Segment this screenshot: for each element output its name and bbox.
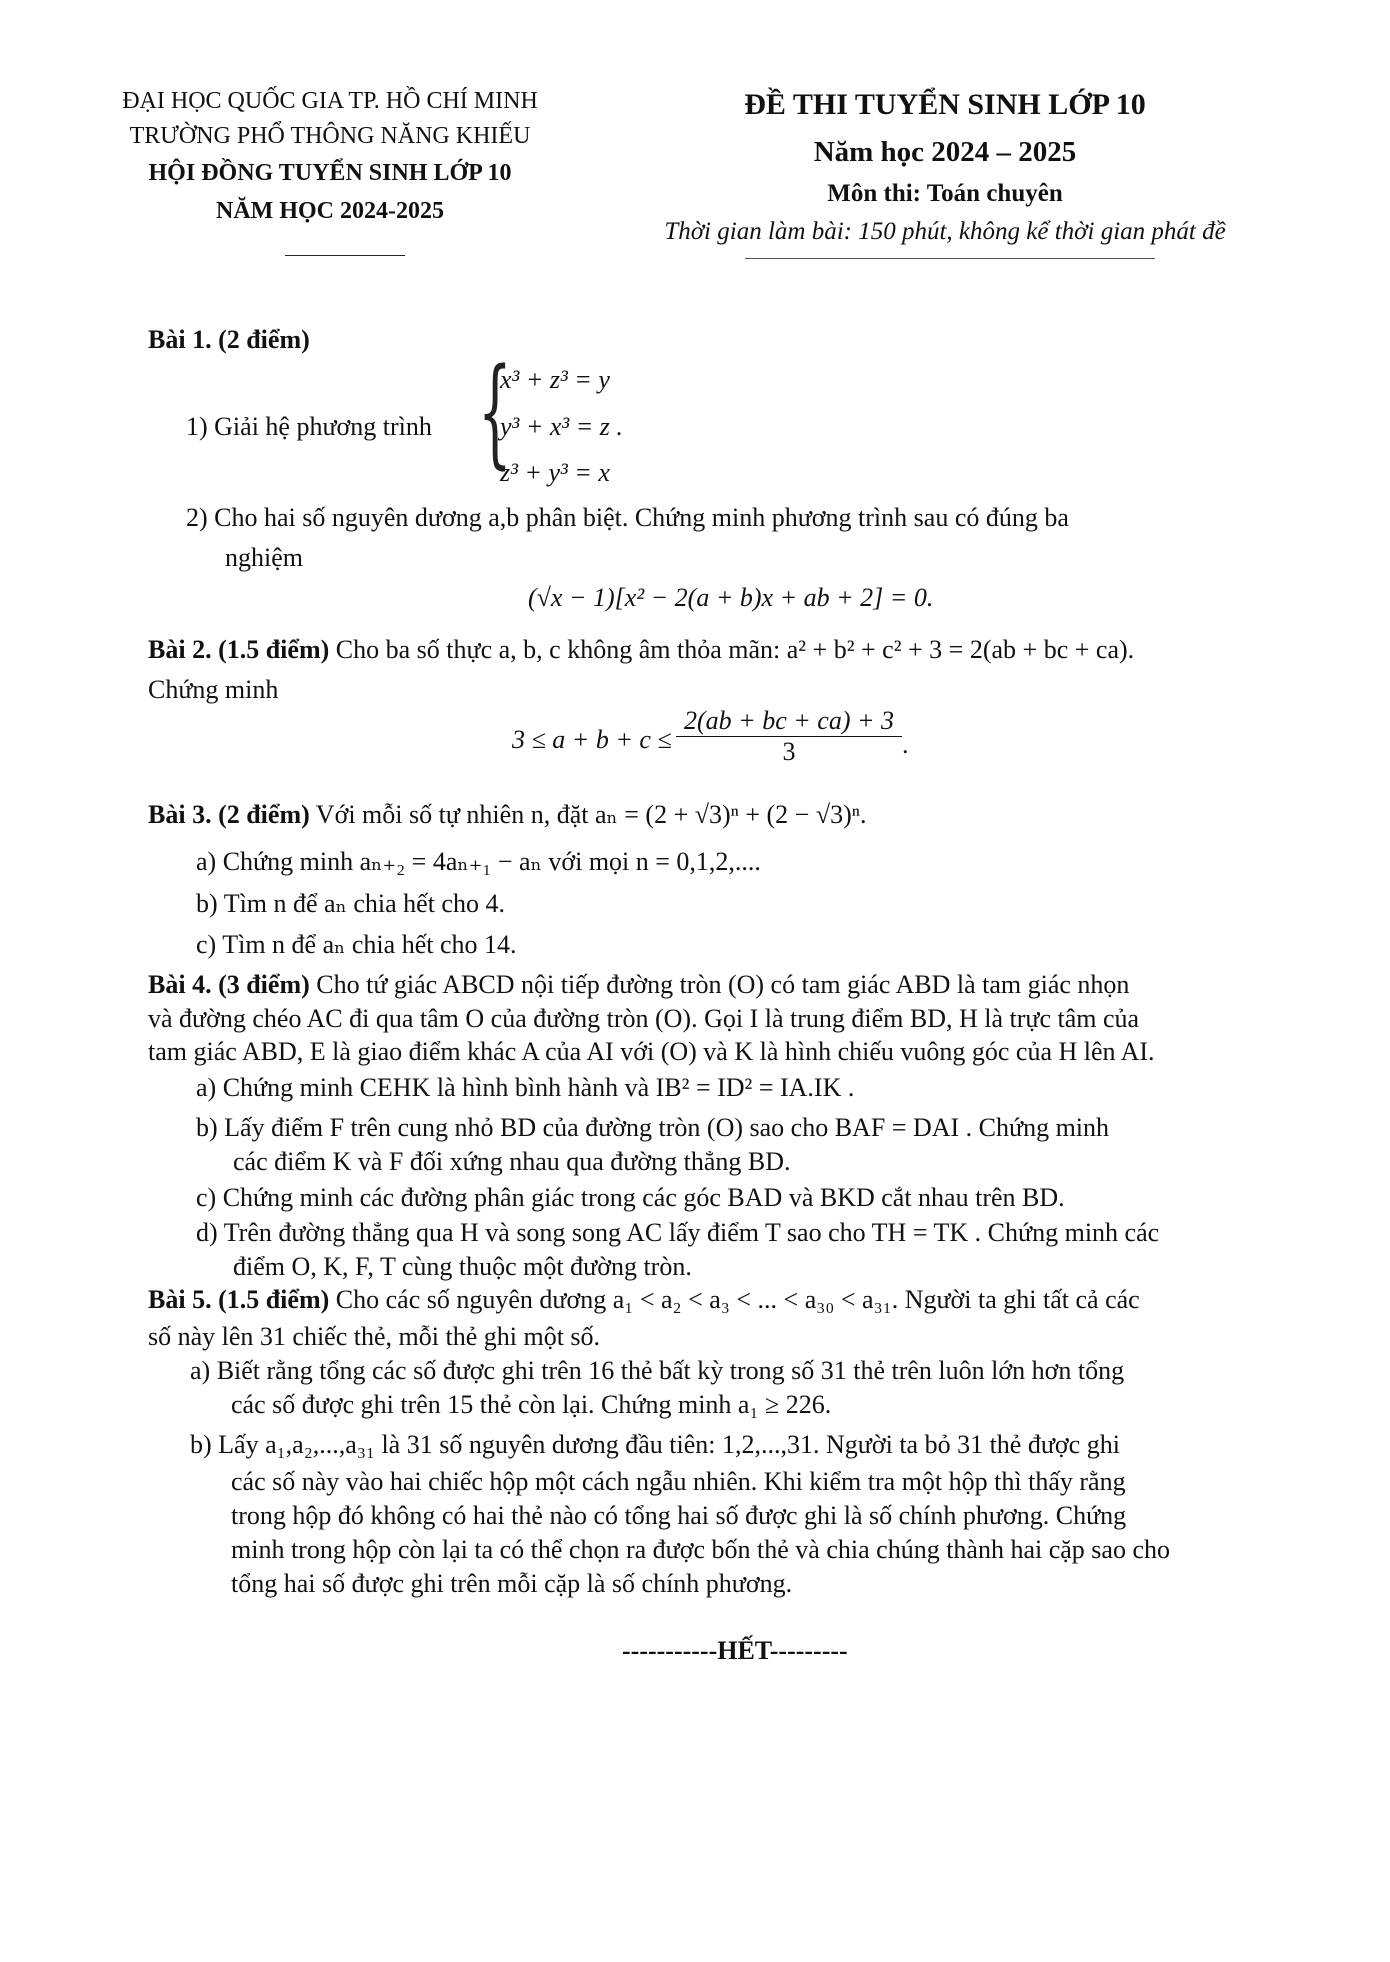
- bai5-part-b5: tổng hai số được ghi trên mỗi cặp là số chính phương.: [231, 1569, 793, 1598]
- bai1-eq1: x³ + z³ = y: [500, 365, 610, 394]
- bai4-part-d1: d) Trên đường thẳng qua H và song song AC lấy điểm T sao cho TH = TK . Chứng minh các: [196, 1218, 1160, 1247]
- bai4-part-a: a) Chứng minh CEHK là hình bình hành và IB² = ID² = IA.IK .: [196, 1073, 855, 1102]
- bai3-part-b: b) Tìm n để aₙ chia hết cho 4.: [196, 889, 505, 918]
- bai4-part-b2: các điểm K và F đối xứng nhau qua đường thẳng BD.: [233, 1147, 791, 1176]
- bai5-part-b4: minh trong hộp còn lại ta có thể chọn ra được bốn thẻ và chia chúng thành hai cặp sao cho: [231, 1535, 1170, 1564]
- school-year-left: NĂM HỌC 2024-2025: [216, 198, 444, 224]
- exam-year: Năm học 2024 – 2025: [813, 136, 1077, 168]
- bai2-frac: [676, 706, 902, 767]
- bai5-part-b2: các số này vào hai chiếc hộp một cách ngẫu nhiên. Khi kiểm tra một hộp thì thấy rằng: [231, 1467, 1126, 1496]
- bai1-part2-line1: 2) Cho hai số nguyên dương a,b phân biệt. Chứng minh phương trình sau có đúng ba: [186, 503, 1069, 532]
- bai4-text: Cho tứ giác ABCD nội tiếp đường tròn (O) có tam giác ABD là tam giác nhọn: [316, 970, 1130, 999]
- bai3-part-c: c) Tìm n để aₙ chia hết cho 14.: [196, 930, 517, 959]
- header-left-underline: [285, 255, 405, 256]
- bai2-line1: [148, 635, 1134, 665]
- bai1-equation: (√x − 1)[x² − 2(a + b)x + ab + 2] = 0.: [528, 583, 934, 612]
- bai2-line2: Chứng minh: [148, 675, 279, 704]
- bai1-eq2: y³ + x³ = z .: [500, 412, 623, 441]
- exam-duration: Thời gian làm bài: 150 phút, không kể thời gian phát đề: [664, 218, 1226, 245]
- school-name: TRƯỜNG PHỔ THÔNG NĂNG KHIẾU: [129, 123, 531, 149]
- bai2-frac-den: 3: [782, 737, 796, 766]
- bai2-text: Cho ba số thực a, b, c không âm thỏa mãn: a² + b² + c² + 3 = 2(ab + bc + ca).: [335, 635, 1135, 664]
- bai5-part-a2: các số được ghi trên 15 thẻ còn lại. Chứng minh a₁ ≥ 226.: [231, 1390, 832, 1419]
- system-brace-icon: {: [478, 342, 512, 480]
- bai1-part1-text: 1) Giải hệ phương trình: [186, 412, 432, 441]
- bai4-part-c: c) Chứng minh các đường phân giác trong các góc BAD và BKD cắt nhau trên BD.: [196, 1183, 1065, 1212]
- council-name: HỘI ĐỒNG TUYỂN SINH LỚP 10: [148, 160, 512, 186]
- bai2-heading: Bài 2. (1.5 điểm): [148, 635, 330, 664]
- bai5-line2: số này lên 31 chiếc thẻ, mỗi thẻ ghi một số.: [148, 1322, 601, 1351]
- end-marker: -----------HẾT---------: [622, 1636, 848, 1665]
- bai2-ineq-left: 3 ≤ a + b + c ≤: [512, 725, 672, 754]
- exam-title: ĐỀ THI TUYỂN SINH LỚP 10: [744, 88, 1146, 121]
- university-name: ĐẠI HỌC QUỐC GIA TP. HỒ CHÍ MINH: [122, 88, 538, 114]
- exam-subject: Môn thi: Toán chuyên: [827, 180, 1063, 207]
- bai4-line3: tam giác ABD, E là giao điểm khác A của AI với (O) và K là hình chiếu vuông góc của H lên AI.: [148, 1037, 1155, 1066]
- bai4-line2: và đường chéo AC đi qua tâm O của đường tròn (O). Gọi I là trung điểm BD, H là trực tâm của: [148, 1004, 1140, 1033]
- bai1-eq3: z³ + y³ = x: [500, 458, 610, 487]
- bai4-part-d2: điểm O, K, F, T cùng thuộc một đường tròn.: [233, 1252, 692, 1281]
- bai2-ineq-end: .: [902, 730, 909, 759]
- bai4-line1: [148, 970, 1129, 1000]
- bai5-part-b3: trong hộp đó không có hai thẻ nào có tổng hai số được ghi là số chính phương. Chứng: [231, 1501, 1127, 1530]
- bai3-heading: Bài 3. (2 điểm): [148, 800, 310, 829]
- bai2-frac-num: 2(ab + bc + ca) + 3: [676, 706, 902, 737]
- bai4-heading: Bài 4. (3 điểm): [148, 970, 310, 999]
- bai3-part-a: a) Chứng minh aₙ₊₂ = 4aₙ₊₁ − aₙ với mọi n = 0,1,2,....: [196, 847, 761, 876]
- bai3-line1: [148, 800, 866, 830]
- bai1-part2-line2: nghiệm: [225, 543, 303, 572]
- bai3-text: Với mỗi số tự nhiên n, đặt aₙ = (2 + √3)ⁿ + (2 − √3)ⁿ.: [315, 800, 867, 829]
- bai5-part-a1: a) Biết rằng tổng các số được ghi trên 16 thẻ bất kỳ trong số 31 thẻ trên luôn lớn hơn tổng: [190, 1356, 1125, 1385]
- bai5-text: Cho các số nguyên dương a₁ < a₂ < a₃ < ... < a₃₀ < a₃₁. Người ta ghi tất cả các: [335, 1285, 1140, 1314]
- bai1-heading: Bài 1. (2 điểm): [148, 325, 310, 354]
- bai4-part-b1: b) Lấy điểm F trên cung nhỏ BD của đường tròn (O) sao cho BAF = DAI . Chứng minh: [196, 1113, 1110, 1142]
- bai5-heading: Bài 5. (1.5 điểm): [148, 1285, 330, 1314]
- bai5-part-b1: b) Lấy a₁,a₂,...,a₃₁ là 31 số nguyên dương đầu tiên: 1,2,...,31. Người ta bỏ 31 thẻ được ghi: [190, 1430, 1120, 1459]
- bai5-line1: [148, 1285, 1140, 1315]
- header-right-underline: [745, 258, 1155, 259]
